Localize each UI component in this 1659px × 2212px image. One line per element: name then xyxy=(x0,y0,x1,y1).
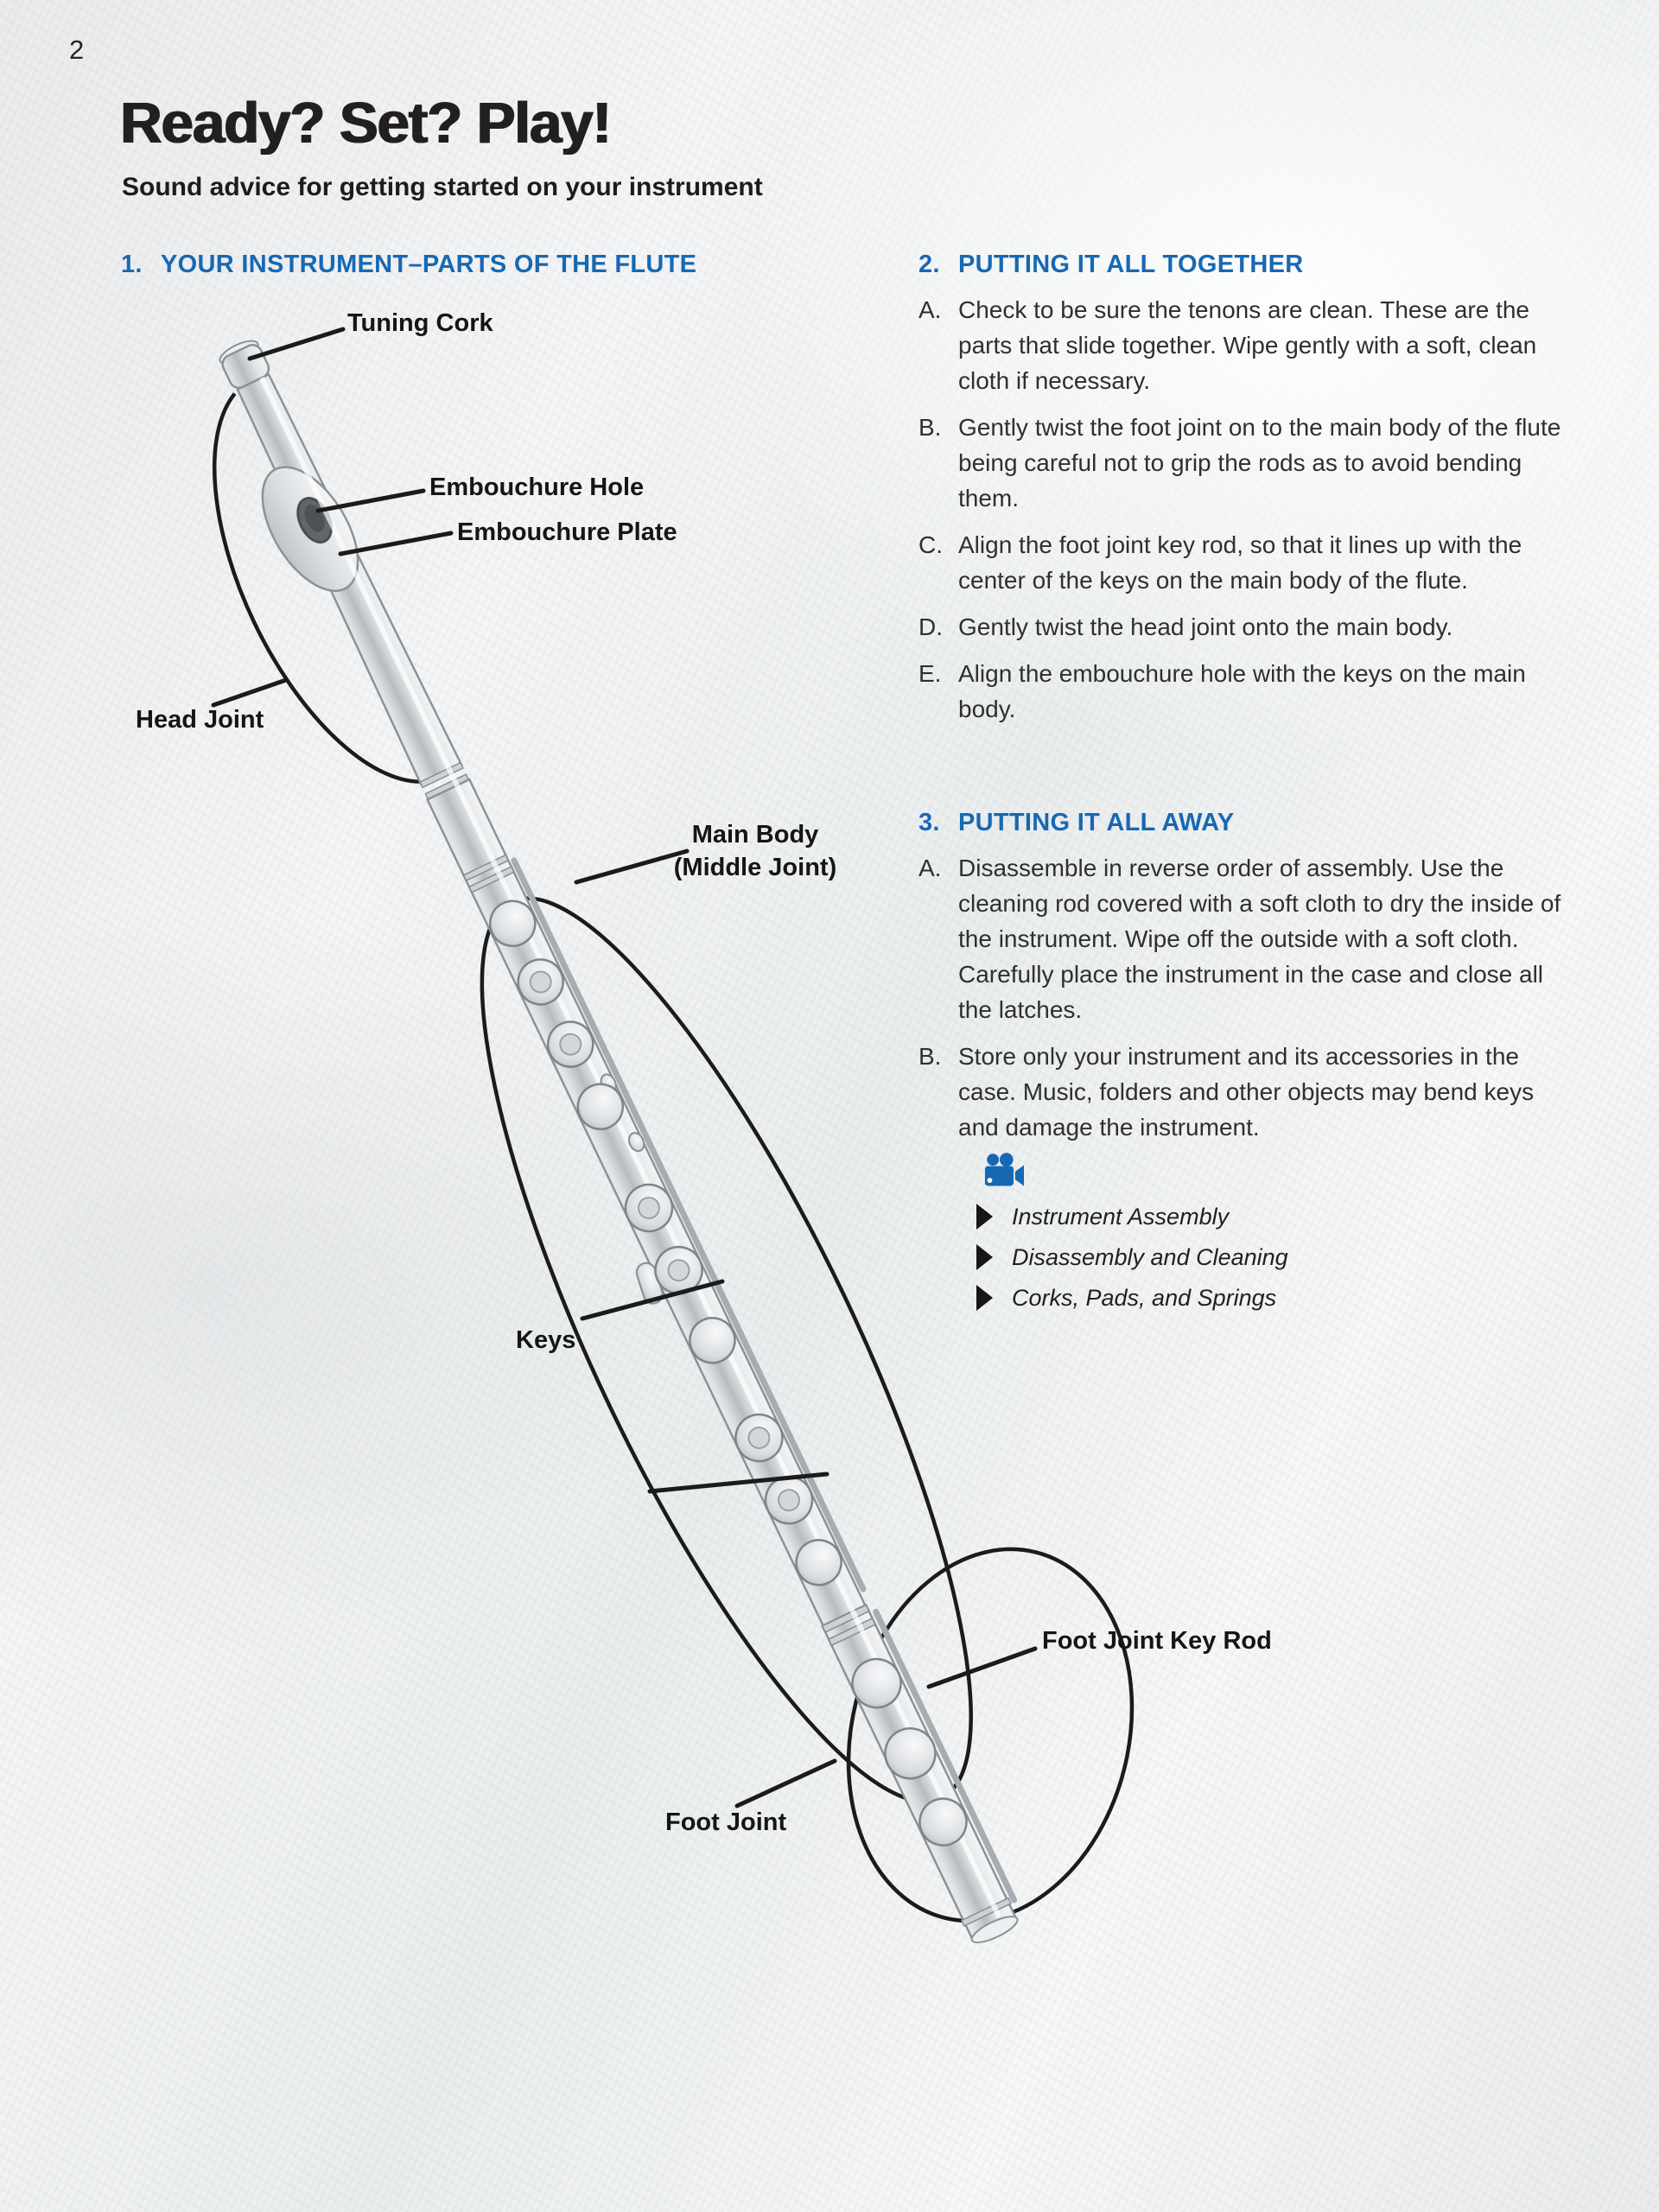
tuning-cork-label: Tuning Cork xyxy=(347,309,493,337)
head-joint-leader xyxy=(213,680,286,705)
main-body-label-line2: (Middle Joint) xyxy=(673,854,837,881)
list-item xyxy=(918,292,1575,398)
main-body-label-line1: Main Body xyxy=(691,821,819,849)
item-letter: C. xyxy=(918,531,943,558)
section3-heading xyxy=(918,809,1234,837)
item-letter: B. xyxy=(918,414,942,441)
list-item xyxy=(918,656,1575,727)
foot-joint-key-rod-leader xyxy=(929,1649,1035,1687)
play-triangle-icon xyxy=(976,1204,993,1230)
section2-items xyxy=(918,292,1575,738)
page-number: 2 xyxy=(69,35,85,65)
item-letter: B. xyxy=(918,1043,942,1070)
item-letter: A. xyxy=(918,296,942,323)
item-letter: E. xyxy=(918,660,942,687)
item-text: Store only your instrument and its accessories in the case. Music, folders and other objects may bend keys and damage the instrument. xyxy=(958,1043,1535,1141)
item-text: Gently twist the foot joint on to the main body of the flute being careful not to grip the rods as to avoid bending them. xyxy=(958,414,1561,512)
play-triangle-icon xyxy=(976,1244,993,1270)
embouchure-plate-leader xyxy=(340,533,451,554)
video-list-item xyxy=(976,1203,1288,1230)
page-subtitle: Sound advice for getting started on your instrument xyxy=(122,173,763,201)
tuning-cork-leader xyxy=(250,329,343,359)
page-title: Ready? Set? Play! xyxy=(120,91,611,156)
item-letter: A. xyxy=(918,855,942,881)
section3-items xyxy=(918,850,1575,1156)
play-triangle-icon xyxy=(976,1285,993,1311)
list-item xyxy=(918,1039,1575,1145)
embouchure-plate-label: Embouchure Plate xyxy=(457,518,677,546)
foot-joint-leader xyxy=(737,1761,835,1806)
item-text: Align the embouchure hole with the keys on the main body. xyxy=(958,660,1526,722)
item-text: Align the foot joint key rod, so that it lines up with the center of the keys on the main body of the flute. xyxy=(958,531,1522,594)
item-text: Gently twist the head joint onto the main body. xyxy=(958,613,1453,640)
list-item xyxy=(918,410,1575,516)
video-title: Instrument Assembly xyxy=(1012,1203,1230,1230)
video-title: Corks, Pads, and Springs xyxy=(1012,1284,1277,1311)
video-list xyxy=(976,1203,1288,1325)
embouchure-hole-label: Embouchure Hole xyxy=(429,474,645,501)
flute-illustration xyxy=(186,332,1027,1961)
section3-number: 3. xyxy=(918,809,940,836)
section2-heading xyxy=(918,251,1303,279)
video-list-item xyxy=(976,1284,1288,1312)
section1-title: YOUR INSTRUMENT–PARTS OF THE FLUTE xyxy=(161,251,697,278)
item-text: Disassemble in reverse order of assembly. Use the cleaning rod covered with a soft cloth to dry the inside of the instrument. Wipe off the outside with a soft cloth. Carefully place the instrument in the case and close all the latches. xyxy=(958,855,1561,1023)
list-item xyxy=(918,527,1575,598)
main-body-label xyxy=(655,818,855,884)
list-item xyxy=(918,609,1575,645)
head-joint-label: Head Joint xyxy=(136,706,264,734)
foot-joint-key-rod-label: Foot Joint Key Rod xyxy=(1042,1627,1272,1655)
item-letter: D. xyxy=(918,613,943,640)
section3-title: PUTTING IT ALL AWAY xyxy=(958,809,1235,836)
main-key-rod xyxy=(514,861,863,1589)
section2-number: 2. xyxy=(918,251,940,278)
section1-number: 1. xyxy=(121,251,143,278)
foot-joint-label: Foot Joint xyxy=(665,1808,787,1836)
video-camera-icon xyxy=(984,1153,1024,1193)
section2-title: PUTTING IT ALL TOGETHER xyxy=(958,251,1304,278)
video-list-item xyxy=(976,1243,1288,1271)
item-text: Check to be sure the tenons are clean. These are the parts that slide together. Wipe gently with a soft, clean cloth if necessary. xyxy=(958,296,1537,394)
list-item xyxy=(918,850,1575,1027)
keys-label: Keys xyxy=(516,1326,576,1354)
video-title: Disassembly and Cleaning xyxy=(1012,1243,1288,1270)
